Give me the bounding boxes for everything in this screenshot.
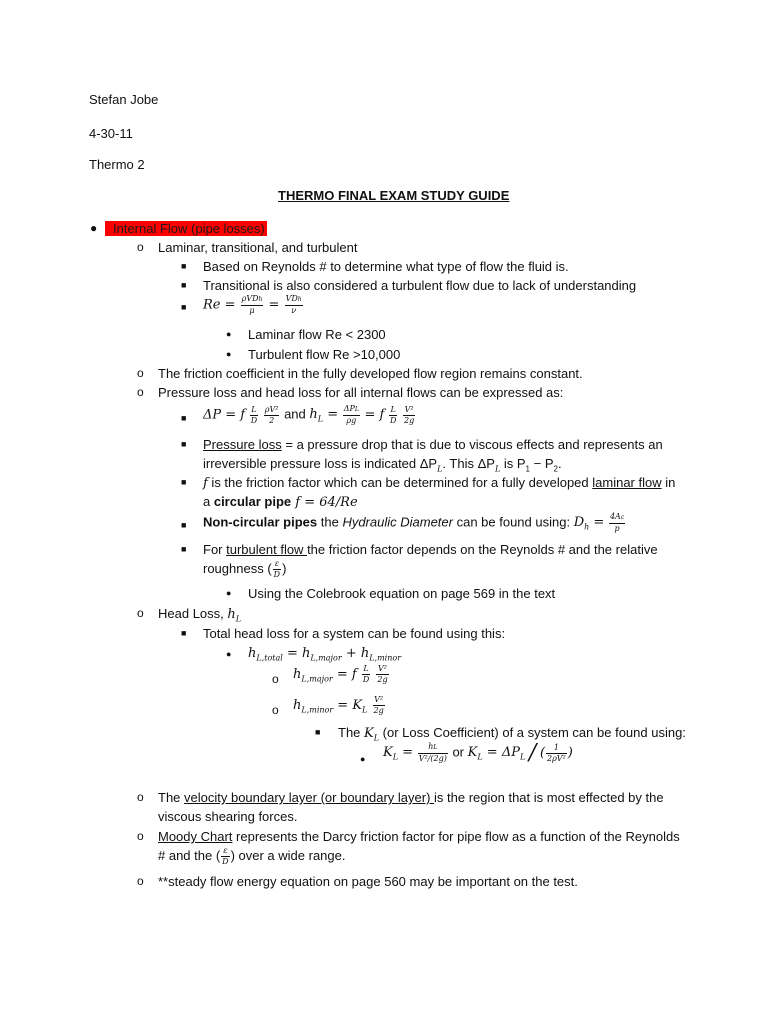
pressure-loss-def: Pressure loss = a pressure drop that is due to viscous effects and represents an xyxy=(203,437,663,452)
laminar-flow-term: laminar flow xyxy=(592,475,662,490)
bullet-circle: o xyxy=(272,703,279,717)
pressure-loss-def-cont: irreversible pressure loss is indicated $\Delta P_L$. This $\Delta P_L$ is $P_1 - P_2$. xyxy=(203,456,562,474)
bullet-square: ■ xyxy=(181,520,187,530)
pressure-loss-term: Pressure loss xyxy=(203,437,282,452)
reynolds-equation: Re = $\frac{\text{ρVDh}}{\mu}$ = $\frac{\text{VDh}}{\nu}$ xyxy=(203,294,302,315)
moody-chart-def: Moody Chart represents the Darcy friction factor for pipe flow as a function of the Reynolds xyxy=(158,829,680,844)
bullet-disc: ● xyxy=(226,349,232,359)
list-item: Using the Colebrook equation on page 569 in the text xyxy=(248,586,556,601)
bullet-square: ■ xyxy=(181,280,187,290)
bullet-disc: ● xyxy=(90,221,98,235)
turbulent-flow-term: turbulent flow xyxy=(226,542,308,557)
turbulent-def: For turbulent flow the friction factor depends on the Reynolds # and the relative xyxy=(203,542,658,557)
turbulent-def-cont: roughness ( $\frac{\varepsilon}{D}$ ) xyxy=(203,559,287,580)
boundary-layer-term: velocity boundary layer (or boundary layer) xyxy=(184,790,435,805)
list-item: **steady flow energy equation on page 560 may be important on the test. xyxy=(158,874,578,889)
major-loss-equation: $h_{L,major} = f$ $\frac{L}{D}$ $\frac{\text{V²}}{2g}$ xyxy=(293,664,388,684)
friction-factor-def-cont: a circular pipe f = 64/Re xyxy=(203,494,358,510)
list-item: Laminar, transitional, and turbulent xyxy=(158,240,358,255)
bullet-square: ■ xyxy=(181,413,187,423)
list-item: Pressure loss and head loss for all internal flows can be expressed as: xyxy=(158,385,564,400)
bullet-circle: o xyxy=(137,240,144,254)
boundary-layer-def: The velocity boundary layer (or boundary layer) is the region that is most effected by the xyxy=(158,790,664,805)
list-item: Laminar flow Re < 2300 xyxy=(248,327,386,342)
list-item: Transitional is also considered a turbulent flow due to lack of understanding xyxy=(203,278,637,293)
bullet-disc: ● xyxy=(360,754,366,764)
section-heading-text: Internal Flow (pipe losses) xyxy=(105,221,267,236)
moody-chart-def-cont: # and the ( $\frac{\varepsilon}{D}$ ) over a wide range. xyxy=(158,846,346,867)
total-head-equation: $h_{L,total} = h_{L,major} + h_{L,minor}$ xyxy=(248,646,402,663)
friction-factor-def: f is the friction factor which can be determined for a fully developed laminar flow in xyxy=(203,475,676,491)
bullet-square: ■ xyxy=(315,727,321,737)
bullet-disc: ● xyxy=(226,329,232,339)
bullet-disc: ● xyxy=(226,588,232,598)
bullet-square: ■ xyxy=(181,261,187,271)
bullet-square: ■ xyxy=(181,628,187,638)
section-heading xyxy=(105,219,267,238)
bullet-square: ■ xyxy=(181,302,187,312)
date: 4-30-11 xyxy=(89,126,133,141)
bullet-disc: ● xyxy=(226,649,232,659)
bullet-circle: o xyxy=(137,874,144,888)
list-item: Based on Reynolds # to determine what type of flow the fluid is. xyxy=(203,259,569,274)
loss-coefficient-def: The $K_L$ (or Loss Coefficient) of a system can be found using: xyxy=(338,725,686,743)
author-name: Stefan Jobe xyxy=(89,92,159,107)
bullet-circle: o xyxy=(137,606,144,620)
bullet-circle: o xyxy=(137,790,144,804)
noncircular-def: Non-circular pipes the Hydraulic Diameter can be found using: $D_h$ = $\frac{4Ac}{p}$ xyxy=(203,512,625,533)
bullet-circle: o xyxy=(272,672,279,686)
bullet-circle: o xyxy=(137,366,144,380)
list-item: Total head loss for a system can be found using this: xyxy=(203,626,506,641)
bullet-circle: o xyxy=(137,829,144,843)
bullet-square: ■ xyxy=(181,544,187,554)
list-item: Turbulent flow Re >10,000 xyxy=(248,347,401,362)
loss-coefficient-equation: $K_L$ = $\frac{hL}{\text{V²/(2g)}}$ or $K_L = \Delta P_L$ / ( $\frac{1}{\text{2ρV²}}$ ) xyxy=(383,740,573,766)
course-name: Thermo 2 xyxy=(89,157,145,172)
page-title: THERMO FINAL EXAM STUDY GUIDE xyxy=(278,188,510,203)
bullet-square: ■ xyxy=(181,439,187,449)
bullet-circle: o xyxy=(137,385,144,399)
list-item: The friction coefficient in the fully developed flow region remains constant. xyxy=(158,366,583,381)
minor-loss-equation: $h_{L,minor} = K_L$ $\frac{\text{V²}}{2g}$ xyxy=(293,695,384,715)
head-loss-heading: Head Loss, $h_L$ xyxy=(158,606,242,624)
moody-chart-term: Moody Chart xyxy=(158,829,233,844)
bullet-square: ■ xyxy=(181,477,187,487)
boundary-layer-def-cont: viscous shearing forces. xyxy=(158,809,298,824)
pressure-loss-equation: ΔP = f $\frac{L}{D}$ $\frac{\text{ρV²}}{2}$ and $h_L$ = $\frac{\text{ΔPL}}{\rho g}$ = f $\frac{L}{D}$ $\frac{\text{V²}}{2g}$ xyxy=(203,404,415,425)
